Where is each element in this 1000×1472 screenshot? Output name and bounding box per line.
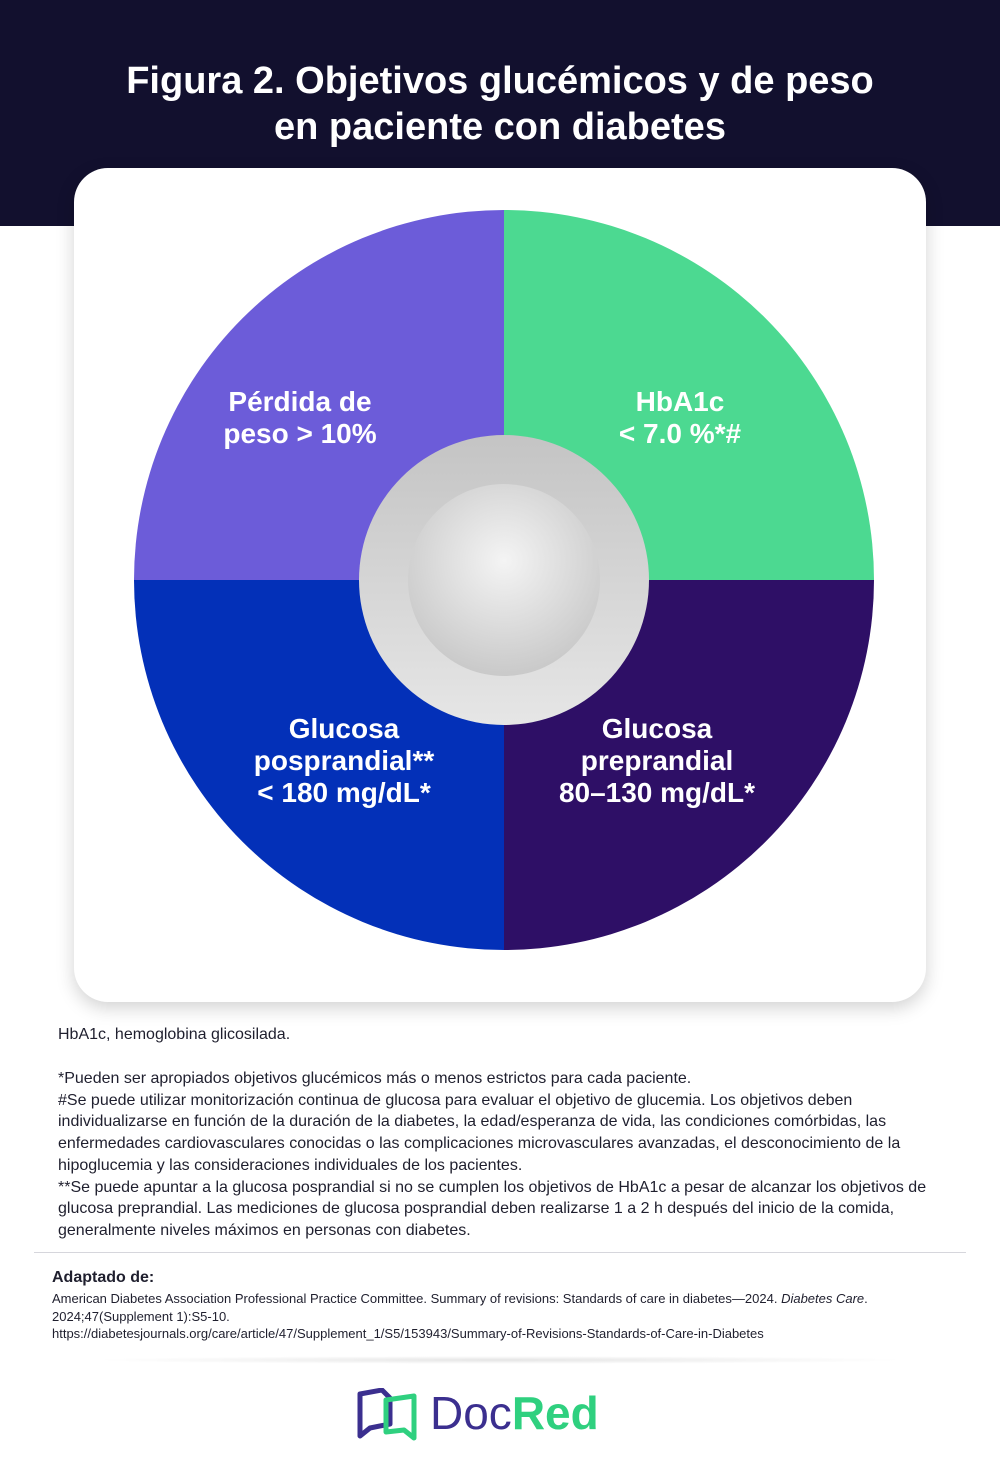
logo-red: Red xyxy=(511,1387,599,1439)
footnote-asterisk: *Pueden ser apropiados objetivos glucémicos más o menos estrictos para cada paciente. xyxy=(58,1070,692,1087)
citation-journal: Diabetes Care xyxy=(781,1291,865,1306)
abbreviation-note: HbA1c, hemoglobina glicosilada. xyxy=(58,1026,291,1043)
title-line-2: en paciente con diabetes xyxy=(274,106,726,148)
divider xyxy=(34,1252,966,1253)
goals-wheel xyxy=(134,210,874,950)
page-title xyxy=(0,58,1000,150)
docred-logo xyxy=(356,1384,656,1444)
label-postprandial-glucose: Glucosa posprandial** < 180 mg/dL* xyxy=(253,713,435,808)
footnote-hash: #Se puede utilizar monitorización continua de glucosa para evaluar el objetivo de glucemia. Los objetivos deben individualizarse en función de la duración de la diabetes, la edad/esperanza de vida, las condiciones comórbidas, las enfermedades cardiovasculares conocidas o las complicaciones microvasculares avanzadas, el desconocimiento de la hipoglucemia y las consideraciones individuales de los pacientes. xyxy=(58,1091,901,1174)
label-preprandial-glucose: Glucosa preprandial 80–130 mg/dL* xyxy=(558,713,756,808)
source-block xyxy=(52,1268,952,1343)
label-weight-loss: Pérdida de peso > 10% xyxy=(223,386,377,449)
center-disc xyxy=(408,484,600,676)
footnote-double-asterisk: **Se puede apuntar a la glucosa posprandial si no se cumplen los objetivos de HbA1c a pesar de alcanzar los objetivos de glucosa preprandial. Las mediciones de glucosa posprandial deben realizarse 1 a 2 h después del inicio de la comida, generalmente niveles máximos en personas con diabetes. xyxy=(58,1178,927,1239)
source-citation xyxy=(52,1290,952,1325)
logo-wordmark xyxy=(430,1384,599,1442)
title-line-1: Figura 2. Objetivos glucémicos y de peso xyxy=(126,60,874,102)
shadow-divider xyxy=(90,1356,910,1364)
citation-authors: American Diabetes Association Professional Practice Committee. Summary of revisions: Standards of care in diabetes—2024. xyxy=(52,1291,782,1306)
source-title: Adaptado de: xyxy=(52,1269,155,1286)
logo-doc: Doc xyxy=(430,1387,512,1439)
footnotes xyxy=(58,1068,938,1242)
citation-details: . 2024;47(Supplement 1):S5-10. xyxy=(52,1291,868,1324)
label-hba1c: HbA1c < 7.0 %*# xyxy=(618,386,742,449)
chat-bubbles-icon xyxy=(356,1388,420,1442)
source-url[interactable]: https://diabetesjournals.org/care/article/47/Supplement_1/S5/153943/Summary-of-Revisions-Standards-of-Care-in-Diabetes xyxy=(52,1326,764,1341)
